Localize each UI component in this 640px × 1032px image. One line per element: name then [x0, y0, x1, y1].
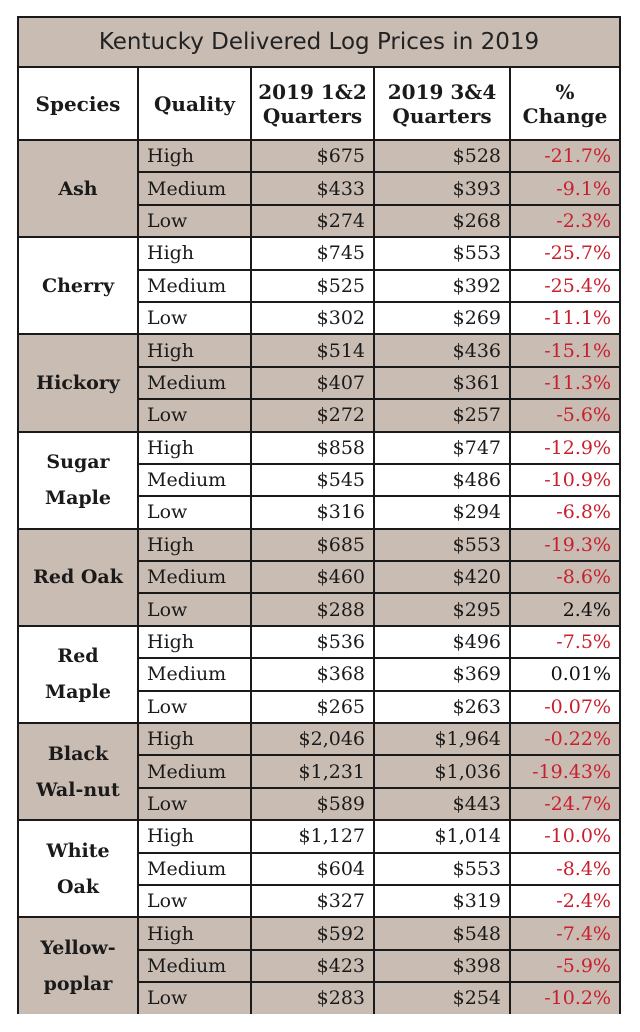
percent-change-cell: -8.6%	[510, 561, 619, 593]
first-half-price-cell: $2,046	[251, 723, 374, 755]
percent-change-cell: -21.7%	[510, 140, 619, 172]
header-first-half	[251, 68, 374, 140]
quality-cell: Low	[138, 593, 251, 625]
first-half-price-cell: $407	[251, 367, 374, 399]
first-half-price-cell: $536	[251, 626, 374, 658]
first-half-price-cell: $545	[251, 464, 374, 496]
second-half-price-cell: $1,014	[374, 820, 510, 852]
percent-change-cell: -9.1%	[510, 172, 619, 204]
second-half-price-cell: $436	[374, 334, 510, 366]
first-half-price-cell: $288	[251, 593, 374, 625]
second-half-price-cell: $553	[374, 237, 510, 269]
percent-change-cell: -10.2%	[510, 982, 619, 1013]
percent-change-cell: -0.07%	[510, 691, 619, 723]
second-half-price-cell: $553	[374, 529, 510, 561]
second-half-price-cell: $548	[374, 917, 510, 949]
percent-change-cell: -0.22%	[510, 723, 619, 755]
quality-cell: High	[138, 529, 251, 561]
percent-change-cell: -25.7%	[510, 237, 619, 269]
table-row	[19, 140, 619, 172]
quality-cell: High	[138, 626, 251, 658]
header-first-half-line1: 2019 1&2	[258, 79, 367, 104]
percent-change-cell: 2.4%	[510, 593, 619, 625]
header-second-half	[374, 68, 510, 140]
second-half-price-cell: $263	[374, 691, 510, 723]
percent-change-cell: -7.4%	[510, 917, 619, 949]
quality-cell: High	[138, 917, 251, 949]
species-cell: Black Wal-nut	[19, 723, 138, 820]
percent-change-cell: -15.1%	[510, 334, 619, 366]
quality-cell: Low	[138, 885, 251, 917]
species-cell: Hickory	[19, 334, 138, 431]
quality-cell: Medium	[138, 853, 251, 885]
table-row	[19, 334, 619, 366]
quality-cell: Low	[138, 496, 251, 528]
second-half-price-cell: $443	[374, 788, 510, 820]
percent-change-cell: -19.3%	[510, 529, 619, 561]
quality-cell: High	[138, 140, 251, 172]
first-half-price-cell: $1,231	[251, 755, 374, 787]
first-half-price-cell: $514	[251, 334, 374, 366]
quality-cell: High	[138, 237, 251, 269]
first-half-price-cell: $858	[251, 432, 374, 464]
log-price-table	[19, 68, 619, 1014]
percent-change-cell: -24.7%	[510, 788, 619, 820]
percent-change-cell: -5.6%	[510, 399, 619, 431]
quality-cell: Low	[138, 399, 251, 431]
species-cell: Sugar Maple	[19, 432, 138, 529]
second-half-price-cell: $319	[374, 885, 510, 917]
species-cell: Ash	[19, 140, 138, 237]
table-title: Kentucky Delivered Log Prices in 2019	[19, 18, 619, 68]
quality-cell: Low	[138, 205, 251, 237]
second-half-price-cell: $294	[374, 496, 510, 528]
first-half-price-cell: $1,127	[251, 820, 374, 852]
second-half-price-cell: $747	[374, 432, 510, 464]
header-row	[19, 68, 619, 140]
quality-cell: Medium	[138, 755, 251, 787]
percent-change-cell: -10.0%	[510, 820, 619, 852]
second-half-price-cell: $496	[374, 626, 510, 658]
species-cell: White Oak	[19, 820, 138, 917]
first-half-price-cell: $604	[251, 853, 374, 885]
header-change-line1: %	[555, 79, 575, 104]
quality-cell: Medium	[138, 561, 251, 593]
first-half-price-cell: $368	[251, 658, 374, 690]
quality-cell: Medium	[138, 658, 251, 690]
percent-change-cell: -2.4%	[510, 885, 619, 917]
second-half-price-cell: $268	[374, 205, 510, 237]
percent-change-cell: -5.9%	[510, 950, 619, 982]
percent-change-cell: -10.9%	[510, 464, 619, 496]
quality-cell: High	[138, 820, 251, 852]
quality-cell: Medium	[138, 464, 251, 496]
quality-cell: Medium	[138, 172, 251, 204]
header-species: Species	[19, 68, 138, 140]
species-cell: Cherry	[19, 237, 138, 334]
first-half-price-cell: $525	[251, 270, 374, 302]
header-quality: Quality	[138, 68, 251, 140]
species-cell: Red Oak	[19, 529, 138, 626]
quality-cell: Low	[138, 691, 251, 723]
table-body	[19, 140, 619, 1014]
second-half-price-cell: $528	[374, 140, 510, 172]
percent-change-cell: -6.8%	[510, 496, 619, 528]
table-row	[19, 917, 619, 949]
second-half-price-cell: $257	[374, 399, 510, 431]
price-table-frame	[17, 16, 621, 1014]
quality-cell: High	[138, 723, 251, 755]
percent-change-cell: -19.43%	[510, 755, 619, 787]
first-half-price-cell: $685	[251, 529, 374, 561]
species-cell: Red Maple	[19, 626, 138, 723]
first-half-price-cell: $675	[251, 140, 374, 172]
percent-change-cell: -11.3%	[510, 367, 619, 399]
first-half-price-cell: $745	[251, 237, 374, 269]
quality-cell: Medium	[138, 950, 251, 982]
percent-change-cell: -11.1%	[510, 302, 619, 334]
second-half-price-cell: $1,964	[374, 723, 510, 755]
first-half-price-cell: $433	[251, 172, 374, 204]
table-row	[19, 432, 619, 464]
quality-cell: Low	[138, 302, 251, 334]
first-half-price-cell: $272	[251, 399, 374, 431]
percent-change-cell: -12.9%	[510, 432, 619, 464]
table-row	[19, 529, 619, 561]
species-cell: Yellow-poplar	[19, 917, 138, 1013]
table-row	[19, 237, 619, 269]
table-row	[19, 626, 619, 658]
quality-cell: Low	[138, 982, 251, 1013]
quality-cell: High	[138, 334, 251, 366]
second-half-price-cell: $393	[374, 172, 510, 204]
header-second-half-line2: Quarters	[392, 103, 492, 128]
quality-cell: Medium	[138, 270, 251, 302]
first-half-price-cell: $283	[251, 982, 374, 1013]
first-half-price-cell: $592	[251, 917, 374, 949]
first-half-price-cell: $274	[251, 205, 374, 237]
percent-change-cell: -2.3%	[510, 205, 619, 237]
first-half-price-cell: $316	[251, 496, 374, 528]
quality-cell: Low	[138, 788, 251, 820]
second-half-price-cell: $269	[374, 302, 510, 334]
second-half-price-cell: $392	[374, 270, 510, 302]
percent-change-cell: -25.4%	[510, 270, 619, 302]
table-row	[19, 820, 619, 852]
second-half-price-cell: $254	[374, 982, 510, 1013]
quality-cell: High	[138, 432, 251, 464]
first-half-price-cell: $327	[251, 885, 374, 917]
header-change	[510, 68, 619, 140]
first-half-price-cell: $589	[251, 788, 374, 820]
percent-change-cell: -8.4%	[510, 853, 619, 885]
header-second-half-line1: 2019 3&4	[387, 79, 497, 104]
percent-change-cell: 0.01%	[510, 658, 619, 690]
header-change-line2: Change	[522, 103, 608, 128]
first-half-price-cell: $460	[251, 561, 374, 593]
first-half-price-cell: $423	[251, 950, 374, 982]
second-half-price-cell: $420	[374, 561, 510, 593]
percent-change-cell: -7.5%	[510, 626, 619, 658]
first-half-price-cell: $265	[251, 691, 374, 723]
quality-cell: Medium	[138, 367, 251, 399]
second-half-price-cell: $486	[374, 464, 510, 496]
header-first-half-line2: Quarters	[262, 103, 363, 128]
second-half-price-cell: $1,036	[374, 755, 510, 787]
first-half-price-cell: $302	[251, 302, 374, 334]
second-half-price-cell: $361	[374, 367, 510, 399]
table-row	[19, 723, 619, 755]
second-half-price-cell: $398	[374, 950, 510, 982]
second-half-price-cell: $295	[374, 593, 510, 625]
second-half-price-cell: $369	[374, 658, 510, 690]
second-half-price-cell: $553	[374, 853, 510, 885]
